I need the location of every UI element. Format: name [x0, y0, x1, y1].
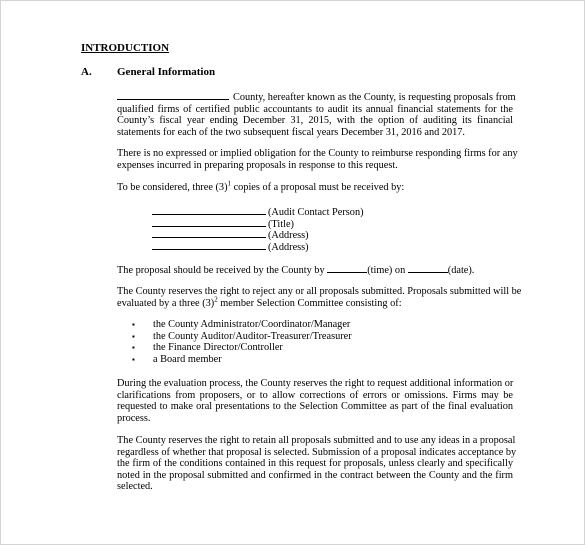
address-row-address-2 — [152, 240, 309, 254]
para4-time: (time) on — [367, 265, 408, 276]
para7-line1: The County reserves the right to retain all proposals submitted and to use any ideas in a proposal — [117, 435, 516, 446]
para1-line1: County, hereafter known as the County, is requesting proposals from — [233, 92, 516, 103]
footnote-ref-1: 1 — [227, 179, 231, 188]
blank-line — [152, 217, 266, 227]
para5-line2: evaluated by a three $(3)^2$ member Selection Committee consisting of: — [117, 295, 402, 309]
paragraph-copies — [117, 179, 405, 194]
para1-line2: qualified firms of certified public accountants to audit its annual financial statements for the — [117, 103, 513, 115]
para2-line2: expenses incurred in preparing proposals in response to this request. — [117, 159, 398, 171]
para6-line4: process. — [117, 412, 151, 424]
address-label: (Title) — [268, 218, 294, 230]
para3-post: copies of a proposal must be received by: — [231, 182, 405, 193]
list-item: ▪ the Finance Director/Controller — [132, 342, 283, 354]
blank-line — [152, 205, 266, 215]
para4-date: (date). — [447, 265, 475, 276]
paragraph-committee — [117, 286, 522, 309]
county-name-blank — [117, 90, 229, 100]
para3-pre: To be considered, three (3) — [117, 182, 228, 193]
list-item: ▪ the County Administrator/Coordinator/Manager — [132, 319, 351, 330]
para7-line2: regardless of whether that proposal is selected. Submission of a proposal indicates acceptance by — [117, 446, 517, 458]
para4-pre: The proposal should be received by the County by — [117, 265, 328, 276]
bullet-icon: ▪ — [132, 320, 135, 329]
bullet-icon: ▪ — [132, 354, 135, 364]
para6-line2: clarifications from proposers, or to allow corrections of errors or omissions. Firms may be — [117, 389, 513, 401]
para7-line3: the firm of the conditions contained in this request for proposals, unless clearly and specifically — [117, 458, 513, 470]
bullet-icon: ▪ — [132, 331, 135, 341]
list-item: ▪ a Board member — [132, 353, 222, 365]
paragraph-deadline — [117, 263, 474, 277]
paragraph-retention — [117, 435, 517, 493]
address-label: (Address) — [268, 241, 309, 253]
para2-line1: There is no expressed or implied obligation for the County to reimburse responding firms for any — [117, 148, 518, 159]
address-label: (Address) — [268, 230, 309, 242]
para6-line3: requested to make oral presentations to the Selection Committee as part of the final evaluation — [117, 401, 513, 413]
paragraph-evaluation — [117, 378, 513, 424]
footnote-ref-2: 2 — [214, 295, 218, 304]
para5-line1: The County reserves the right to reject any or all proposals submitted. Proposals submitted will be — [117, 286, 522, 297]
para7-line5: selected. — [117, 481, 153, 493]
para7-line4: noted in the proposal submitted and confirmed in the contract between the County and the firm — [117, 469, 513, 481]
blank-line — [152, 240, 266, 250]
para1-line4: statements for each of the two subsequent fiscal years December 31, 2016 and 2017. — [117, 126, 465, 138]
paragraph-request — [117, 90, 516, 138]
committee-list — [132, 319, 352, 365]
para1-line3: County’s fiscal year ending December 31, 2015, with the option of auditing its financial — [117, 115, 513, 127]
blank-line — [152, 228, 266, 238]
section-heading: INTRODUCTION — [81, 42, 170, 54]
time-blank — [327, 263, 367, 273]
subsection-label: A. — [81, 66, 92, 78]
list-item: ▪ the County Auditor/Auditor-Treasurer/Treasurer — [132, 330, 352, 342]
subsection-title: General Information — [117, 66, 216, 78]
para6-line1: During the evaluation process, the County reserves the right to request additional information or — [117, 378, 514, 389]
paragraph-obligation — [117, 148, 518, 171]
date-blank — [408, 263, 448, 273]
bullet-icon: ▪ — [132, 343, 135, 353]
address-label: (Audit Contact Person) — [268, 207, 364, 218]
